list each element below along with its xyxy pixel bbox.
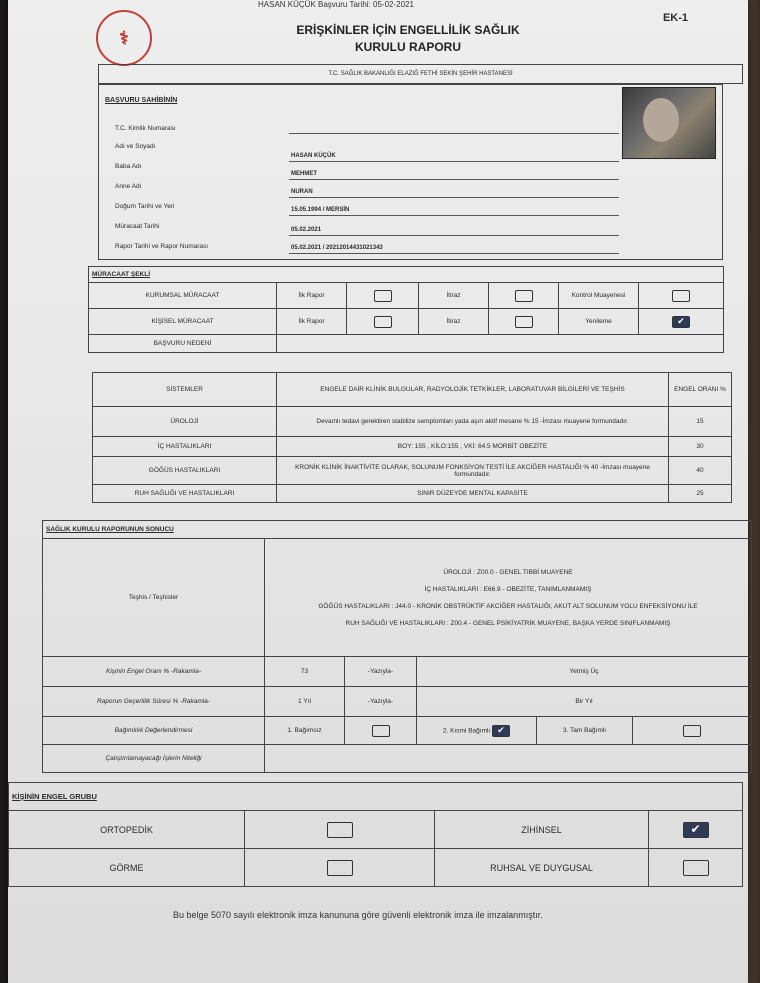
rate-header: ENGEL ORANI % [669,373,732,407]
checkbox-cell [345,717,417,745]
dependency-option-1: 1. Bağımsız [265,717,345,745]
rate-value: 73 [265,657,345,687]
option-first-report: İlk Rapor [277,309,347,335]
field-value-birth: 15.05.1994 / MERSİN [291,207,350,213]
field-line [289,253,619,254]
system-findings: Devamlı tedavi gerektiren stabilize semptomları yada aşırı aktif mesane % 15 -İmzası muayene formundadır. [277,407,669,437]
field-label-appdate: Müracaat Tarihi [115,223,160,230]
diagnosis-item: GÖĞÜS HASTALIKLARI : J44.0 - KRONİK OBSTRÜKTİF AKCİĞER HASTALIĞI, AKUT ALT SOLUNUM YOLU ENFEKSİYONU İLE [318,602,698,610]
checkbox[interactable] [327,822,353,838]
validity-words: Bir Yıl [417,687,752,717]
applicant-section-title: BAŞVURU SAHİBİNİN [105,97,178,104]
checkbox[interactable] [683,725,701,737]
checkbox-cell [245,849,435,887]
work-label: Çalıştırılamayacağı İşlerin Niteliği [43,745,265,773]
rate-label: Kişinin Engel Oranı % -Rakamla- [43,657,265,687]
checkbox[interactable] [374,316,392,328]
title-line-2: KURULU RAPORU [355,40,461,54]
applicant-photo [622,87,716,159]
checkbox[interactable] [515,316,533,328]
field-label-tckn: T.C. Kimlik Numarası [115,125,176,132]
application-table [88,266,724,353]
title-line-1: ERİŞKİNLER İÇİN ENGELLİLİK SAĞLIK [296,23,520,37]
result-section-title: SAĞLIK KURULU RAPORUNUN SONUCU [43,521,752,539]
checkbox[interactable] [372,725,390,737]
option-first-report: İlk Rapor [277,283,347,309]
system-name: GÖĞÜS HASTALIKLARI [93,457,277,485]
work-value [265,745,752,773]
system-rate: 40 [669,457,732,485]
checkbox-cell [639,283,724,309]
field-line [289,133,619,134]
checkbox-cell [649,811,743,849]
field-label-name: Adı ve Soyadı [115,143,156,150]
field-line [289,197,619,198]
diagnosis-item: İÇ HASTALIKLARI : E66.9 - OBEZİTE, TANIMLANMAMIŞ [424,585,592,593]
group-mental: ZİHİNSEL [435,811,649,849]
application-row-label: KURUMSAL MÜRACAAT [89,283,277,309]
system-name: ÜROLOJİ [93,407,277,437]
field-value-appdate: 05.02.2021 [291,227,322,233]
field-label-birth: Doğum Tarihi ve Yeri [115,203,175,210]
group-vision: GÖRME [9,849,245,887]
dependency-option-3: 3. Tam Bağımlı [537,717,633,745]
option-renewal: Yenileme [559,309,639,335]
checkbox-cell [347,309,419,335]
group-ortho: ORTOPEDİK [9,811,245,849]
dependency-label: Bağımlılık Değerlendirmesi [43,717,265,745]
disability-table [8,782,743,887]
checkbox[interactable] [374,290,392,302]
applicant-section [98,84,723,260]
checkbox-checked-icon[interactable]: ✔ [683,822,709,838]
option-objection: İtiraz [419,309,489,335]
validity-label: Raporun Geçerlilik Süresi % -Rakamla- [43,687,265,717]
disability-section-title: KİŞİNİN ENGEL GRUBU [9,783,743,811]
checkbox[interactable] [672,290,690,302]
result-table [42,520,752,773]
system-rate: 25 [669,485,732,503]
system-name: RUH SAĞLIĞI VE HASTALIKLARI [93,485,277,503]
checkbox[interactable] [327,860,353,876]
page-title [228,22,588,56]
reason-label: BAŞVURU NEDENİ [89,335,277,353]
system-rate: 15 [669,407,732,437]
system-findings: SINIR DÜZEYDE MENTAL KAPASİTE [277,485,669,503]
ministry-logo-icon: ⚕ [96,10,152,66]
hospital-name: T.C. SAĞLIK BAKANLIĞI ELAZIĞ FETHİ SEKİN ŞEHİR HASTANESİ [328,71,513,77]
form-code: EK-1 [662,12,688,24]
field-line [289,161,619,162]
checkbox-cell [633,717,752,745]
checkbox-cell [245,811,435,849]
checkbox[interactable] [683,860,709,876]
group-spiritual: RUHSAL VE DUYGUSAL [435,849,649,887]
application-section-title: MÜRACAAT ŞEKLİ [89,267,724,283]
checkbox-cell [649,849,743,887]
field-label-father: Baba Adı [115,163,142,170]
footer-note: Bu belge 5070 sayılı elektronik imza kanununa göre güvenli elektronik imza ile imzalanmıştır. [173,910,543,920]
report-paper [8,0,748,983]
top-line: HASAN KÜÇÜK Başvuru Tarihi: 05-02-2021 [258,0,414,9]
reason-value [277,335,724,353]
checkbox-cell [639,309,724,335]
findings-header: ENGELE DAİR KLİNİK BULGULAR, RADYOLOJİK TETKİKLER, LABORATUVAR BİLGİLERİ VE TEŞHİS [277,373,669,407]
field-label-report: Rapor Tarihi ve Rapor Numarası [115,243,209,250]
validity-value: 1 Yıl [265,687,345,717]
system-findings: BOY: 155 , KİLO:155 , VKİ: 64.5 MORBİT OBEZİTE [277,437,669,457]
diagnosis-item: RUH SAĞLIĞI VE HASTALIKLARI : Z00.4 - GENEL PSİKİYATRİK MUAYENE, BAŞKA YERDE SINIFLANMAMIŞ [345,619,671,627]
checkbox-cell [489,283,559,309]
field-value-report: 05.02.2021 / 20212014431021343 [291,245,383,251]
field-value-father: MEHMET [291,171,317,177]
dependency-option-2 [417,717,537,745]
checkbox-checked-icon[interactable]: ✔ [492,725,510,737]
person-head-icon [643,98,679,142]
application-row-label: KİŞİSEL MÜRACAAT [89,309,277,335]
diagnoses-cell [265,539,752,657]
systems-header: SİSTEMLER [93,373,277,407]
field-line [289,215,619,216]
rate-words: Yetmiş Üç [417,657,752,687]
checkbox-cell [489,309,559,335]
field-line [289,235,619,236]
checkbox-cell [347,283,419,309]
dependency-option-2-label: 2. Kısmi Bağımlı [442,727,491,735]
option-objection: İtiraz [419,283,489,309]
system-rate: 30 [669,437,732,457]
field-label-mother: Anne Adı [115,183,142,190]
system-findings: KRONİK KLİNİK İNAKTİVİTE OLARAK, SOLUNUM FONKSİYON TESTİ İLE AKCİĞER HASTALIĞI % 40 -İmzası muayene formundadır. [277,457,669,485]
field-value-mother: NURAN [291,189,313,195]
in-words-label: -Yazıyla- [345,657,417,687]
hospital-box [98,64,743,84]
diagnosis-item: ÜROLOJİ : Z00.0 - GENEL TIBBİ MUAYENE [443,568,573,576]
checkbox-checked-icon[interactable]: ✔ [672,316,690,328]
checkbox[interactable] [515,290,533,302]
field-line [289,179,619,180]
systems-table [92,372,732,503]
in-words-label: -Yazıyla- [345,687,417,717]
diagnosis-label: Teşhis / Teşhisler [43,539,265,657]
field-value-name: HASAN KÜÇÜK [291,153,336,159]
system-name: İÇ HASTALIKLARI [93,437,277,457]
option-control: Kontrol Muayenesi [559,283,639,309]
